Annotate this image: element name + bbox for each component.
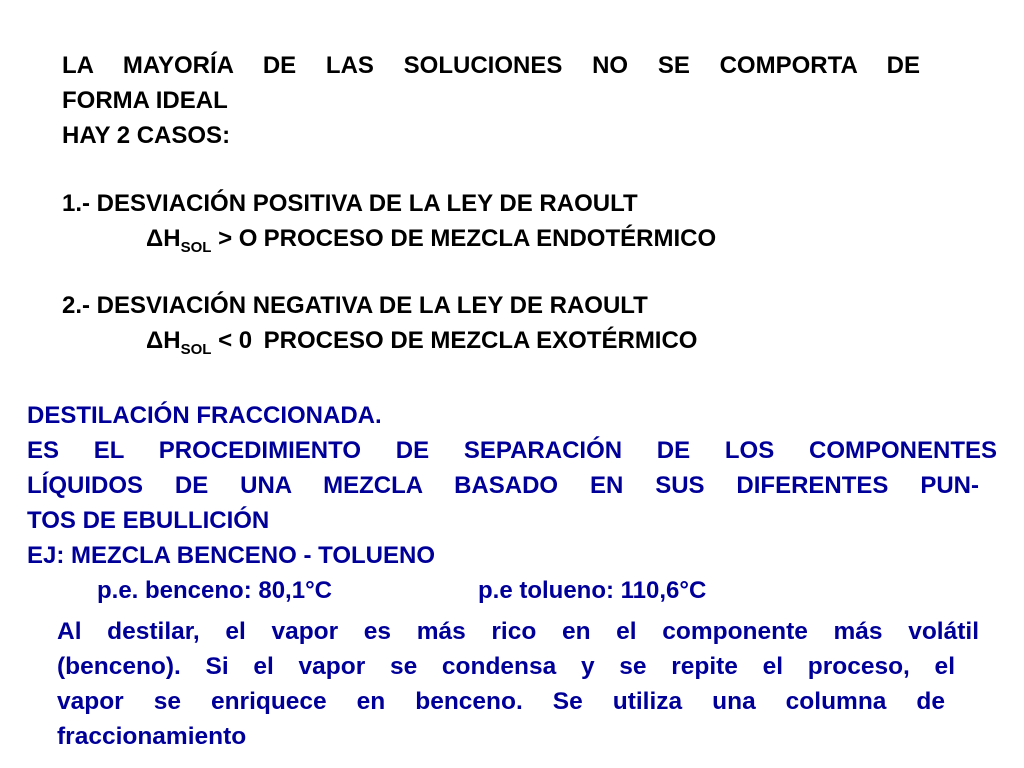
case2-title: 2.- DESVIACIÓN NEGATIVA DE LA LEY DE RAOULT (62, 292, 648, 319)
raoult-section (62, 48, 942, 358)
spacer (62, 256, 942, 288)
case2-description: PROCESO DE MEZCLA EXOTÉRMICO (263, 327, 698, 354)
definition-line-1: ES EL PROCEDIMIENTO DE SEPARACIÓN DE LOS COMPONENTES (27, 437, 997, 464)
example-line: EJ: MEZCLA BENCENO - TOLUENO (27, 542, 436, 569)
explanation-line-3: vapor se enriquece en benceno. Se utiliza una columna de (57, 688, 945, 715)
case1-title: 1.- DESVIACIÓN POSITIVA DE LA LEY DE RAOULT (62, 190, 638, 217)
intro-line-3: HAY 2 CASOS: (62, 122, 231, 149)
distillation-section (27, 398, 999, 608)
bp-toluene: p.e tolueno: 110,6°C (478, 577, 707, 604)
case2-detail (62, 323, 942, 358)
explanation-line-1: Al destilar, el vapor es más rico en el componente más volátil (57, 618, 979, 645)
case2-formula: $\Delta H_{SOL} < 0$ (146, 327, 253, 358)
case1-detail (62, 221, 942, 256)
case1-formula: $\Delta H_{SOL} > O$ (146, 225, 258, 256)
explanation-line-4: fraccionamiento (57, 723, 247, 750)
bp-benzene: p.e. benceno: 80,1°C (97, 577, 332, 604)
boiling-points (27, 573, 999, 608)
explanation-line-2: (benceno). Si el vapor se condensa y se repite el proceso, el (57, 653, 955, 680)
explanation-paragraph (57, 614, 979, 754)
spacer (62, 153, 942, 188)
distillation-heading: DESTILACIÓN FRACCIONADA. (27, 402, 382, 429)
case1-description: PROCESO DE MEZCLA ENDOTÉRMICO (263, 225, 717, 252)
definition-line-2: LÍQUIDOS DE UNA MEZCLA BASADO EN SUS DIFERENTES PUN- (27, 472, 979, 499)
intro-line-1: LA MAYORÍA DE LAS SOLUCIONES NO SE COMPORTA DE (62, 52, 920, 79)
definition-line-3: TOS DE EBULLICIÓN (27, 507, 270, 534)
intro-line-2: FORMA IDEAL (62, 87, 228, 114)
